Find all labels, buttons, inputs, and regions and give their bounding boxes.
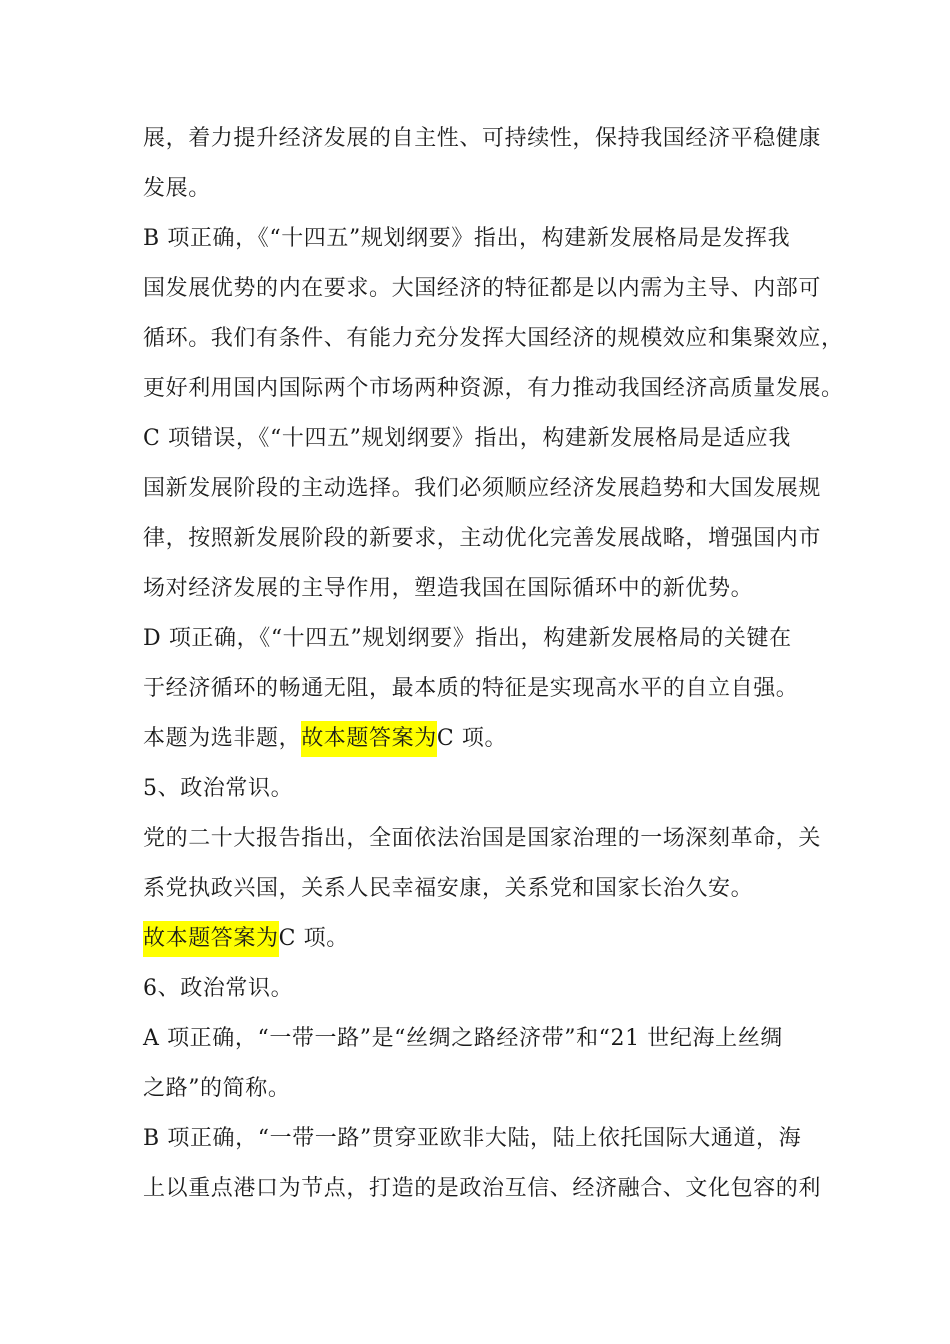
paragraph-line: 律，按照新发展阶段的新要求，主动优化完善发展战略，增强国内市 [143, 526, 822, 551]
answer-highlight: 故本题答案为 [301, 721, 437, 757]
paragraph-line: A 项正确，“一带一路”是“丝绸之路经济带”和“21 世纪海上丝绸 [143, 1026, 783, 1051]
answer-highlight: 故本题答案为 [143, 921, 279, 957]
paragraph-line: 系党执政兴国，关系人民幸福安康，关系党和国家长治久安。 [143, 876, 754, 901]
paragraph-line: D 项正确，《“十四五”规划纲要》指出，构建新发展格局的关键在 [143, 626, 792, 651]
question-heading: 6、政治常识。 [143, 976, 294, 1001]
paragraph-line: 上以重点港口为节点，打造的是政治互信、经济融合、文化包容的利 [143, 1176, 822, 1201]
paragraph-line: B 项正确，《“十四五”规划纲要》指出，构建新发展格局是发挥我 [143, 226, 791, 251]
paragraph-line: C 项错误，《“十四五”规划纲要》指出，构建新发展格局是适应我 [143, 426, 791, 451]
paragraph-line: 党的二十大报告指出，全面依法治国是国家治理的一场深刻革命，关 [143, 826, 822, 851]
paragraph-line: 发展。 [143, 176, 211, 201]
paragraph-line: 循环。我们有条件、有能力充分发挥大国经济的规模效应和集聚效应， [143, 326, 844, 351]
paragraph-line: 于经济循环的畅通无阻，最本质的特征是实现高水平的自立自强。 [143, 676, 799, 701]
question-heading: 5、政治常识。 [143, 776, 294, 801]
answer-line [143, 721, 507, 757]
paragraph-line: 展，着力提升经济发展的自主性、可持续性，保持我国经济平稳健康 [143, 126, 822, 151]
paragraph-line: 场对经济发展的主导作用，塑造我国在国际循环中的新优势。 [143, 576, 754, 601]
answer-line [143, 921, 349, 957]
answer-prefix: 本题为选非题， [143, 726, 302, 751]
answer-choice: C 项。 [278, 926, 349, 951]
paragraph-line: 国发展优势的内在要求。大国经济的特征都是以内需为主导、内部可 [143, 276, 822, 301]
answer-choice: C 项。 [436, 726, 508, 751]
paragraph-line: 国新发展阶段的主动选择。我们必须顺应经济发展趋势和大国发展规 [143, 476, 822, 501]
paragraph-line: B 项正确，“一带一路”贯穿亚欧非大陆，陆上依托国际大通道，海 [143, 1126, 802, 1151]
paragraph-line: 更好利用国内国际两个市场两种资源，有力推动我国经济高质量发展。 [143, 376, 844, 401]
paragraph-line: 之路”的简称。 [143, 1076, 291, 1101]
